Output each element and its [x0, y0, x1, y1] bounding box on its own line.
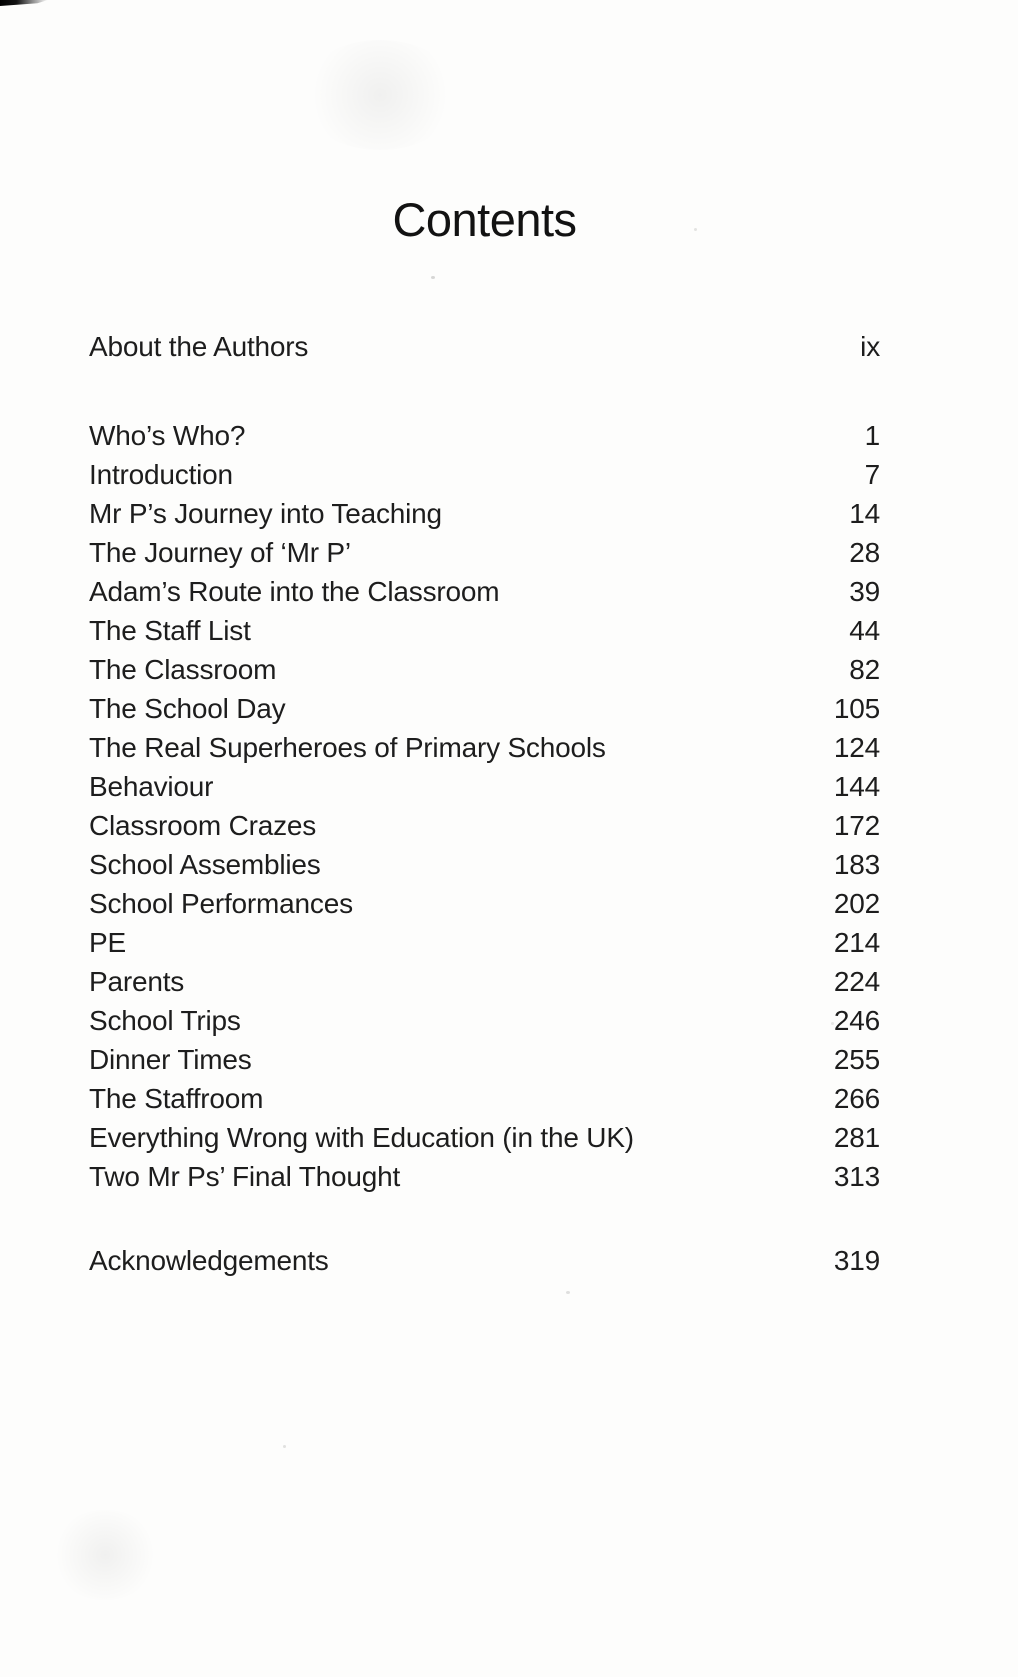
toc-entry-page: 44 [849, 615, 880, 646]
toc-entry-label: School Performances [89, 888, 353, 919]
toc-entry-label: Dinner Times [89, 1044, 252, 1075]
toc-list [89, 327, 880, 1280]
toc-entry-label: Parents [89, 966, 185, 997]
toc-row [89, 611, 880, 650]
toc-entry-page: 172 [833, 810, 880, 841]
toc-entry-label: School Trips [89, 1005, 241, 1036]
toc-entry-page: 214 [833, 927, 880, 958]
toc-entry-label: Mr P’s Journey into Teaching [89, 498, 442, 529]
toc-row [89, 1001, 880, 1040]
page-title: Contents [392, 193, 577, 246]
toc-entry-page: 144 [833, 771, 880, 802]
toc-section [89, 1241, 880, 1280]
toc-entry-page: 266 [833, 1083, 880, 1114]
toc-entry-page: 246 [833, 1005, 880, 1036]
toc-row [89, 728, 880, 767]
toc-entry-page: 28 [849, 537, 880, 568]
toc-row [89, 923, 880, 962]
toc-row [89, 884, 880, 923]
toc-entry-label: Introduction [89, 459, 233, 490]
toc-entry-label: Behaviour [89, 771, 214, 802]
toc-entry-page: 255 [833, 1044, 880, 1075]
toc-row [89, 1040, 880, 1079]
toc-entry-label: About the Authors [89, 331, 309, 362]
toc-row [89, 1118, 880, 1157]
toc-section [89, 416, 880, 1196]
scan-speck [566, 1291, 570, 1294]
toc-row [89, 572, 880, 611]
toc-row [89, 533, 880, 572]
toc-entry-page: 313 [833, 1161, 880, 1192]
toc-row [89, 689, 880, 728]
toc-entry-label: The Staff List [89, 615, 251, 646]
toc-entry-page: 14 [849, 498, 880, 529]
toc-row [89, 1079, 880, 1118]
toc-entry-page: 281 [833, 1122, 880, 1153]
toc-entry-label: The School Day [89, 693, 286, 724]
toc-row [89, 455, 880, 494]
toc-row [89, 650, 880, 689]
toc-entry-label: Who’s Who? [89, 420, 246, 451]
toc-entry-label: The Real Superheroes of Primary Schools [89, 732, 606, 763]
toc-section [89, 327, 880, 366]
toc-row [89, 962, 880, 1001]
toc-entry-page: 105 [833, 693, 880, 724]
toc-entry-page: 7 [864, 459, 880, 490]
toc-entry-label: Classroom Crazes [89, 810, 317, 841]
toc-entry-page: 124 [833, 732, 880, 763]
toc-entry-page: 319 [833, 1245, 880, 1276]
toc-entry-page: ix [860, 331, 880, 362]
toc-entry-page: 82 [849, 654, 880, 685]
toc-entry-page: 202 [833, 888, 880, 919]
toc-row [89, 494, 880, 533]
toc-entry-page: 39 [849, 576, 880, 607]
toc-entry-page: 183 [833, 849, 880, 880]
toc-entry-label: Everything Wrong with Education (in the UK) [89, 1122, 634, 1153]
toc-row [89, 845, 880, 884]
scan-artifact-streak [0, 0, 48, 6]
toc-entry-label: School Assemblies [89, 849, 321, 880]
toc-row [89, 327, 880, 366]
scan-smudge [50, 1510, 160, 1600]
toc-row [89, 1157, 880, 1196]
scan-smudge [300, 40, 460, 150]
toc-row [89, 416, 880, 455]
toc-entry-label: The Classroom [89, 654, 277, 685]
toc-entry-label: PE [89, 927, 126, 958]
toc-entry-label: The Journey of ‘Mr P’ [89, 537, 351, 568]
toc-entry-page: 224 [833, 966, 880, 997]
toc-entry-page: 1 [864, 420, 880, 451]
scan-speck [283, 1445, 286, 1448]
toc-entry-label: The Staffroom [89, 1083, 264, 1114]
toc-entry-label: Acknowledgements [89, 1245, 329, 1276]
toc-row [89, 1241, 880, 1280]
toc-entry-label: Two Mr Ps’ Final Thought [89, 1161, 401, 1192]
toc-row [89, 767, 880, 806]
toc-row [89, 806, 880, 845]
toc-entry-label: Adam’s Route into the Classroom [89, 576, 500, 607]
table-of-contents [89, 192, 880, 1280]
